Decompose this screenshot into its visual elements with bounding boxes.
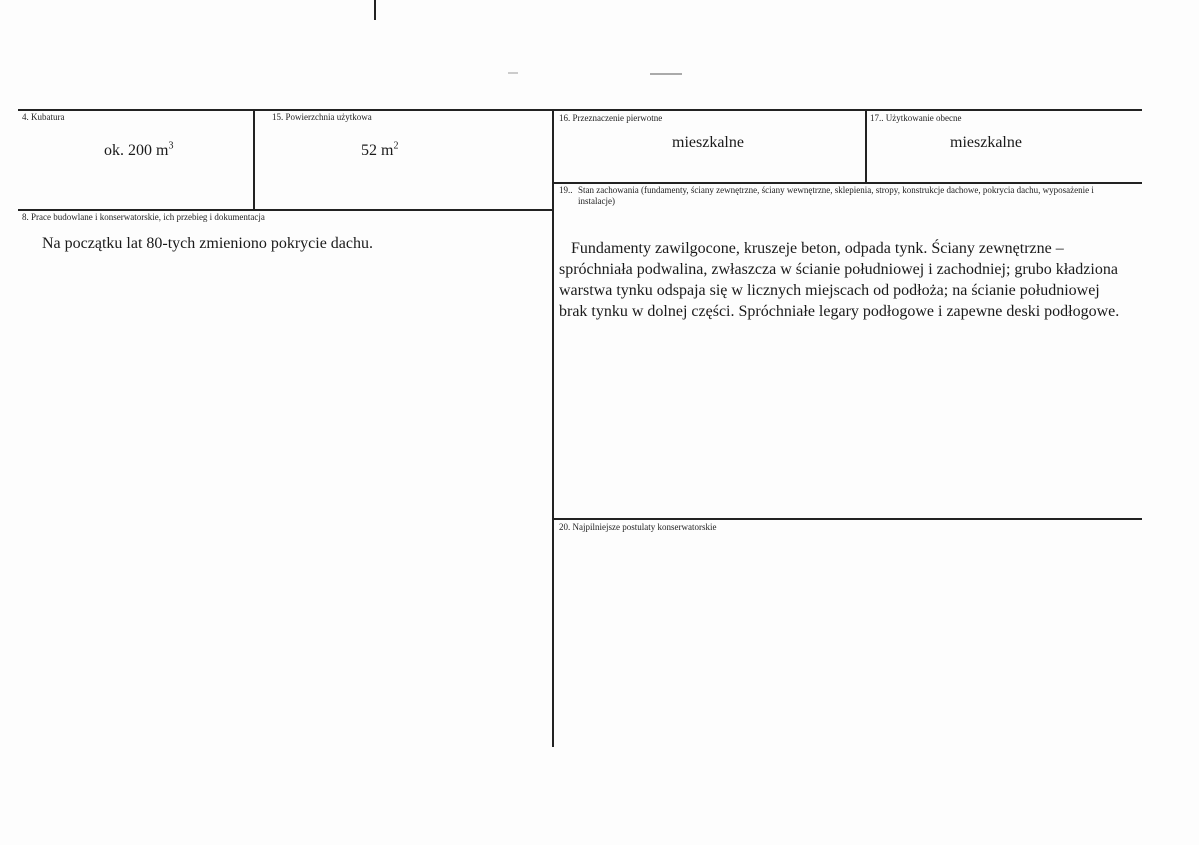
uzytkowanie-label: 17.. Użytkowanie obecne [870,113,962,123]
rule-postulaty [552,518,1142,520]
stan-label: Stan zachowania (fundamenty, ściany zewnętrzne, ściany wewnętrzne, sklepienia, stropy, konstrukcje dachowe, pokrycia dachu, wyposażenie i instalacje) [578,185,1094,206]
rule-prace [18,209,554,211]
scan-smudge [508,72,518,74]
przeznaczenie-label: 16. Przeznaczenie pierwotne [559,113,663,123]
uzytkowanie-value: mieszkalne [950,134,1022,151]
rule-stan [552,182,1142,184]
powierzchnia-label: 15. Powierzchnia użytkowa [272,112,372,122]
prace-label: 8. Prace budowlane i konserwatorskie, ich przebieg i dokumentacja [22,212,265,222]
top-rule [18,109,1142,111]
stan-text: Fundamenty zawilgocone, kruszeje beton, odpada tynk. Ściany zewnętrzne – spróchniała podwalina, zwłaszcza w ścianie południowej i zachodniej; grubo kładziona warstwa tynku odspaja się w licznych miejscach od podłoża; na ścianie południowej brak tynku w dolnej części. Spróchniałe legary podłogowe i zapewne deski podłogowe. [559,240,1120,320]
przeznaczenie-value: mieszkalne [672,134,744,151]
kubatura-label: 4. Kubatura [22,112,65,122]
powierzchnia-value [361,142,398,160]
kubatura-value-text: ok. 200 m [104,142,169,159]
kubatura-unit-exponent: 3 [168,140,174,152]
kubatura-value [104,142,173,160]
prace-text: Na początku lat 80-tych zmieniono pokrycie dachu. [42,235,373,252]
scan-smudge [650,73,682,75]
divider-center [552,109,554,747]
powierzchnia-value-text: 52 m [361,142,394,159]
postulaty-label: 20. Najpilniejsze postulaty konserwatorskie [559,522,717,532]
stan-label-number: 19.. [559,185,573,195]
scan-mark [374,0,376,20]
divider-uzytkowanie [865,109,867,183]
divider-kubatura [253,109,255,211]
powierzchnia-unit-exponent: 2 [393,140,399,152]
